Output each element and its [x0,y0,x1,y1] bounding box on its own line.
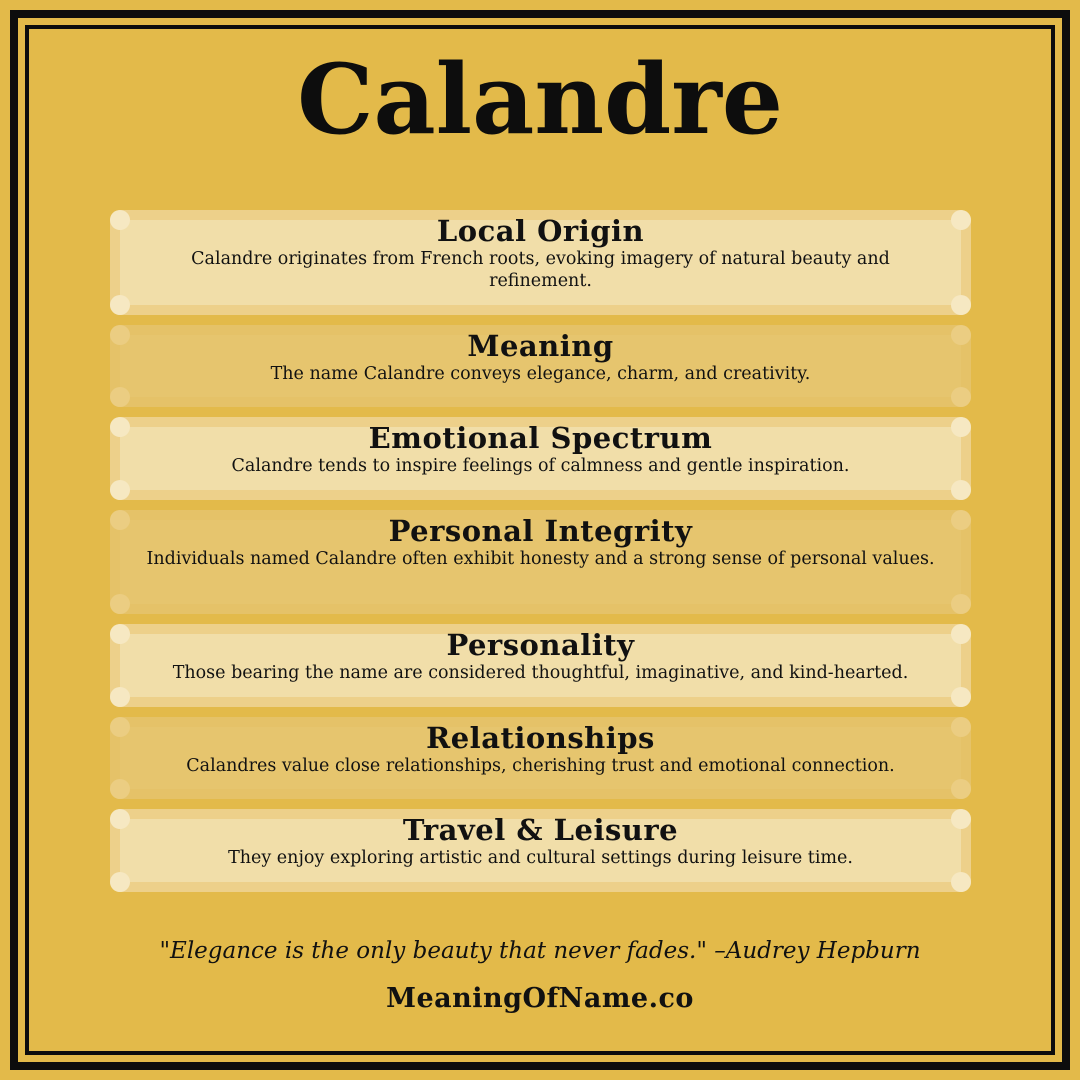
card-heading: Relationships [426,721,655,755]
card-text: Calandre originates from French roots, evoking imagery of natural beauty and refinement. [191,249,890,291]
card-heading: Local Origin [436,214,645,248]
card-text: They enjoy exploring artistic and cultural settings during leisure time. [228,848,853,868]
card-local-origin [110,210,971,315]
card-heading: Personal Integrity [388,514,693,548]
card-text: Calandres value close relationships, cherishing trust and emotional connection. [186,756,895,776]
card-heading: Personality [446,628,635,662]
card-meaning [110,325,971,407]
card-heading: Travel & Leisure [402,813,679,847]
card-heading: Meaning [467,329,614,363]
site-name: MeaningOfName.co [386,983,694,1014]
name-title: Calandre [297,43,783,156]
card-relationships [110,717,971,799]
section-cards [110,210,971,902]
card-text: Those bearing the name are considered thoughtful, imaginative, and kind-hearted. [172,663,909,683]
quote: "Elegance is the only beauty that never fades." –Audrey Hepburn [159,938,921,964]
card-travel-leisure [110,809,971,892]
card-text: The name Calandre conveys elegance, charm, and creativity. [270,364,811,384]
card-heading: Emotional Spectrum [368,421,713,455]
card-emotional-spectrum [110,417,971,500]
card-personality [110,624,971,707]
card-personal-integrity [110,510,971,614]
card-text: Calandre tends to inspire feelings of calmness and gentle inspiration. [231,456,850,476]
card-text: Individuals named Calandre often exhibit honesty and a strong sense of personal values. [146,549,935,569]
